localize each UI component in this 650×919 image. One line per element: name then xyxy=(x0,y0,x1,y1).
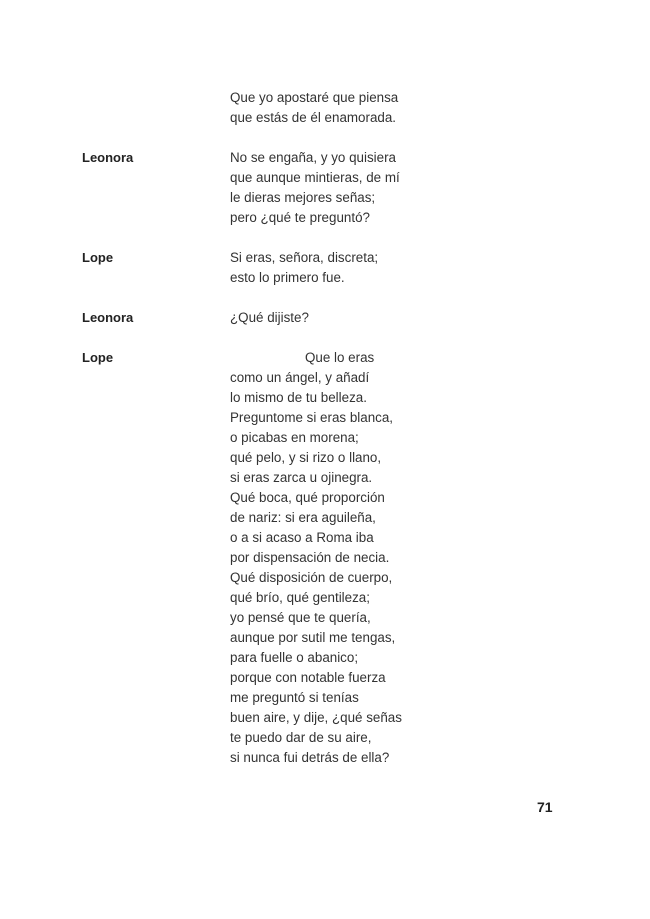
verse-lines xyxy=(230,248,378,288)
verse-line: si nunca fui detrás de ella? xyxy=(230,750,390,765)
speaker-name: Leonora xyxy=(82,310,134,325)
verse-line: ¿Qué dijiste? xyxy=(230,310,309,325)
verse-line: le dieras mejores señas; xyxy=(230,190,376,205)
verse-line: Preguntome si eras blanca, xyxy=(230,410,394,425)
speaker-name: Leonora xyxy=(82,150,134,165)
verse-line: por dispensación de necia. xyxy=(230,550,390,565)
verse-line-indented: Que lo eras xyxy=(305,350,375,365)
verse-line: Qué disposición de cuerpo, xyxy=(230,570,393,585)
verse-lines xyxy=(230,348,402,768)
verse-line: aunque por sutil me tengas, xyxy=(230,630,396,645)
verse-line: me preguntó si tenías xyxy=(230,690,359,705)
verse-line: de nariz: si era aguileña, xyxy=(230,510,376,525)
verse-line: lo mismo de tu belleza. xyxy=(230,390,367,405)
verse-line: Qué boca, qué proporción xyxy=(230,490,385,505)
verse-line: porque con notable fuerza xyxy=(230,670,386,685)
speaker-name: Lope xyxy=(82,350,114,365)
verse-line: Si eras, señora, discreta; xyxy=(230,250,379,265)
verse-line: para fuelle o abanico; xyxy=(230,650,359,665)
verse-line: que aunque mintieras, de mí xyxy=(230,170,400,185)
verse-line: esto lo primero fue. xyxy=(230,270,345,285)
verse-line: No se engaña, y yo quisiera xyxy=(230,150,396,165)
verse-line: yo pensé que te quería, xyxy=(230,610,371,625)
verse-line: si eras zarca u ojinegra. xyxy=(230,470,373,485)
verse-line: qué brío, qué gentileza; xyxy=(230,590,370,605)
verse-line: qué pelo, y si rizo o llano, xyxy=(230,450,382,465)
page-number: 71 xyxy=(537,799,553,815)
verse-lines xyxy=(230,308,309,328)
verse-lines xyxy=(230,88,398,128)
verse-line: que estás de él enamorada. xyxy=(230,110,397,125)
verse-lines xyxy=(230,148,400,228)
verse-line: o a si acaso a Roma iba xyxy=(230,530,374,545)
verse-line: o picabas en morena; xyxy=(230,430,359,445)
verse-line: como un ángel, y añadí xyxy=(230,370,370,385)
verse-line: Que yo apostaré que piensa xyxy=(230,90,399,105)
verse-line: buen aire, y dije, ¿qué señas xyxy=(230,710,402,725)
speaker-name: Lope xyxy=(82,250,114,265)
verse-line: te puedo dar de su aire, xyxy=(230,730,372,745)
verse-line: pero ¿qué te preguntó? xyxy=(230,210,370,225)
